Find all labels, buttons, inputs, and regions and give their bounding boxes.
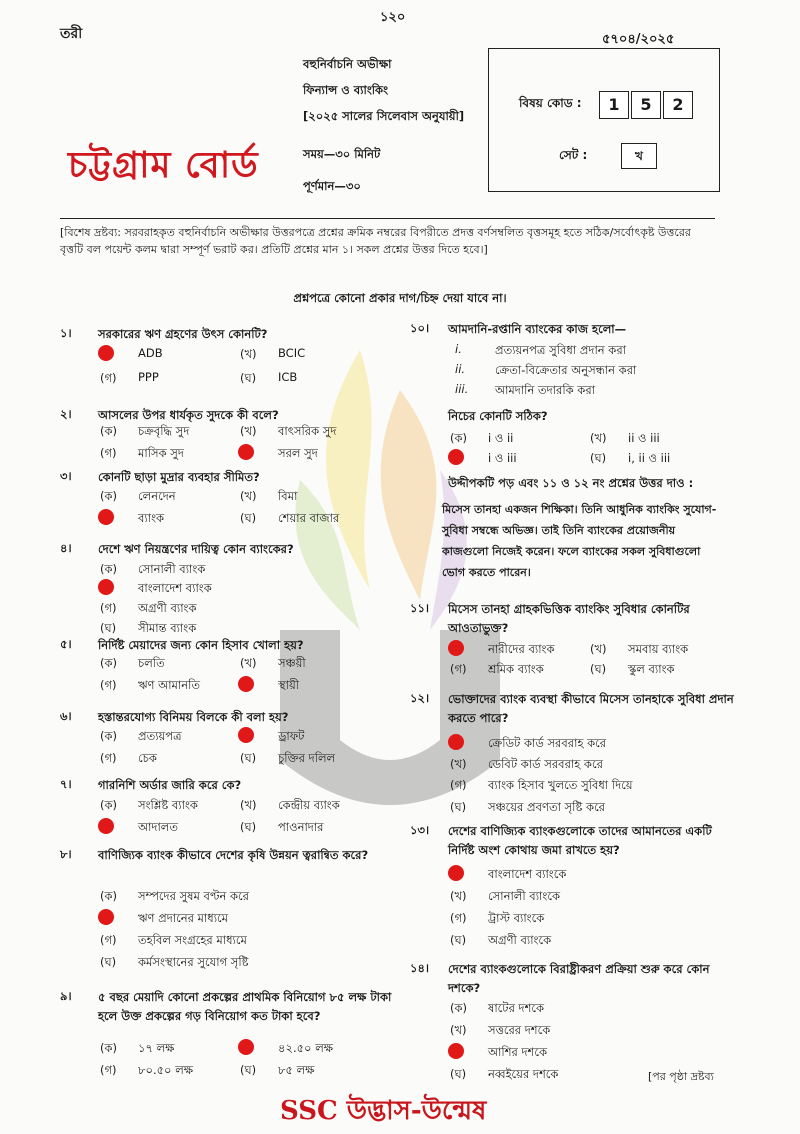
question-text: কোনটি ছাড়া মুদ্রার ব্যবহার সীমিত? bbox=[98, 470, 260, 484]
sub-question: নিচের কোনটি সঠিক? bbox=[448, 409, 548, 423]
reference-number: ৫৭০৪/২০২৫ bbox=[602, 32, 675, 47]
option-text: i ও iii bbox=[488, 451, 517, 465]
option-text: আশির দশকে bbox=[488, 1045, 548, 1059]
question-number: ৬। bbox=[60, 709, 72, 723]
option-label: (গ) bbox=[100, 446, 117, 460]
option-label: (ক) bbox=[100, 424, 118, 438]
question-text: হস্তান্তরযোগ্য বিনিময় বিলকে কী বলা হয়? bbox=[98, 710, 289, 724]
option-text: শ্রমিক ব্যাংক bbox=[488, 662, 544, 676]
header-divider bbox=[60, 218, 715, 219]
option-label: (গ) bbox=[100, 678, 117, 692]
answer-marker bbox=[448, 449, 464, 465]
option-text: তহবিল সংগ্রহের মাধ্যমে bbox=[138, 933, 247, 947]
subject-code-label: বিষয় কোড : bbox=[519, 96, 582, 110]
question-number: ১১। bbox=[410, 601, 430, 615]
option-label: (গ) bbox=[450, 911, 467, 925]
option-label: (খ) bbox=[240, 798, 257, 812]
question-number: ১৪। bbox=[410, 961, 430, 975]
option-label: (ঘ) bbox=[240, 511, 257, 525]
answer-marker bbox=[238, 727, 254, 743]
option-label: (খ) bbox=[240, 347, 257, 361]
subject-code-box bbox=[488, 48, 720, 192]
option-label: (ক) bbox=[100, 489, 118, 503]
option-text: চক্রবৃদ্ধি সুদ bbox=[138, 424, 190, 438]
option-label: (গ) bbox=[450, 662, 467, 676]
question-text: আসলের উপর ধার্যকৃত সুদকে কী বলে? bbox=[98, 408, 279, 422]
option-text: ষাটের দশকে bbox=[488, 1001, 545, 1015]
exam-type: বহুনির্বাচনি অভীক্ষা bbox=[303, 57, 392, 71]
code-digit: 5 bbox=[631, 91, 661, 119]
option-text: ii ও iii bbox=[628, 431, 660, 445]
answer-marker bbox=[98, 579, 114, 595]
option-label: (ক) bbox=[100, 798, 118, 812]
option-label: (ক) bbox=[100, 1041, 118, 1055]
set-label: সেট : bbox=[559, 148, 588, 162]
option-label: (খ) bbox=[450, 1023, 467, 1037]
option-text: সীমান্ত ব্যাংক bbox=[138, 621, 197, 635]
option-text: ঋণ প্রদানের মাধ্যমে bbox=[138, 911, 229, 925]
subject-name: ফিন্যান্স ও ব্যাংকিং bbox=[303, 83, 389, 97]
option-text: চেক bbox=[138, 751, 157, 765]
option-label: (গ) bbox=[100, 933, 117, 947]
question-number: ১০। bbox=[410, 321, 430, 335]
footer-brand: SSC উদ্ভাস-উন্মেষ bbox=[280, 1096, 487, 1126]
syllabus-note: [২০২৫ সালের সিলেবাস অনুযায়ী] bbox=[303, 109, 465, 123]
instruction-note: [বিশেষ দ্রষ্টব্য: সরবরাহকৃত বহুনির্বাচনি অভীক্ষার উত্তরপত্রে প্রশ্নের ক্রমিক নম্বরের বিপরীতে প্রদত্ত বর্ণসম্বলিত বৃত্তসমূহ হতে সঠিক/সর্বোৎকৃষ্ট উত্তরের বৃত্তটি বল পয়েন্ট কলম দ্বারা সম্পূর্ণ ভরাট কর। প্রতিটি প্রশ্নের মান ১। সকল প্রশ্নের উত্তর দিতে হবে।] bbox=[60, 226, 691, 256]
option-text: ১৭ লক্ষ bbox=[138, 1041, 175, 1055]
statement-label: iii. bbox=[455, 382, 469, 396]
option-text: কেন্দ্রীয় ব্যাংক bbox=[278, 798, 340, 812]
question-text: আমদানি-রপ্তানি ব্যাংকের কাজ হলো— bbox=[448, 322, 627, 336]
answer-marker bbox=[238, 1039, 254, 1055]
option-label: (ঘ) bbox=[240, 371, 257, 385]
option-label: (ক) bbox=[450, 1001, 468, 1015]
option-text: ট্রাস্ট ব্যাংকে bbox=[488, 911, 545, 925]
question-text: ৫ বছর মেয়াদি কোনো প্রকল্পের প্রাথমিক বিনিয়োগ ৮৫ লক্ষ টাকা হলে উক্ত প্রকল্পের গড় বিনিয়োগ কত টাকা হবে? bbox=[98, 990, 392, 1023]
answer-marker bbox=[448, 734, 464, 750]
answer-marker bbox=[98, 909, 114, 925]
page-number: ১২০ bbox=[380, 10, 406, 25]
option-text: ডেবিট কার্ড সরবরাহ করে bbox=[488, 757, 603, 771]
option-text: কর্মসংস্থানের সুযোগ সৃষ্টি bbox=[138, 955, 249, 969]
option-text: ব্যাংক bbox=[138, 511, 165, 525]
statement-label: i. bbox=[455, 342, 462, 356]
option-text: i ও ii bbox=[488, 431, 514, 445]
option-label: (ঘ) bbox=[450, 800, 467, 814]
question-text: দেশের বাণিজ্যিক ব্যাংকগুলোকে তাদের আমানতের একটি নির্দিষ্ট অংশ কোথায় জমা রাখতে হয়? bbox=[448, 824, 712, 857]
option-label: (গ) bbox=[100, 371, 117, 385]
question-number: ৩। bbox=[60, 469, 72, 483]
question-number: ১২। bbox=[410, 691, 430, 705]
option-text: i, ii ও iii bbox=[628, 451, 671, 465]
option-text: নারীদের ব্যাংক bbox=[488, 642, 555, 656]
option-text: বাংলাদেশ ব্যাংকে bbox=[488, 867, 567, 881]
stimulus-text: মিসেস তানহা একজন শিক্ষিকা। তিনি আধুনিক ব্যাংকিং সুযোগ-সুবিধা সম্বন্ধে অভিজ্ঞ। তাই তিনি ব্যাংকের প্রয়োজনীয় কাজগুলো নিজেই করেন। ফলে ব্যাংকের সকল সুবিধাগুলো ভোগ করতে পারেন। bbox=[442, 503, 717, 579]
option-label: (খ) bbox=[240, 489, 257, 503]
set-value: খ bbox=[621, 143, 657, 169]
answer-marker bbox=[238, 676, 254, 692]
option-text: ঋণ আমানতি bbox=[138, 678, 201, 692]
question-text: বাণিজ্যিক ব্যাংক কীভাবে দেশের কৃষি উন্নয়ন ত্বরান্বিত করে? bbox=[98, 848, 369, 862]
question-number: ৪। bbox=[60, 541, 72, 555]
answer-marker bbox=[98, 818, 114, 834]
question-number: ৯। bbox=[60, 989, 72, 1003]
question-text: উদ্দীপকটি পড় এবং ১১ ও ১২ নং প্রশ্নের উত্তর দাও : bbox=[448, 476, 694, 490]
question-number: ১৩। bbox=[410, 823, 430, 837]
header-left-label: তরী bbox=[60, 26, 83, 42]
option-label: (খ) bbox=[240, 656, 257, 670]
option-label: (খ) bbox=[450, 757, 467, 771]
answer-marker bbox=[98, 509, 114, 525]
option-label: (ঘ) bbox=[590, 662, 607, 676]
option-label: (ঘ) bbox=[100, 621, 117, 635]
question-number: ৮। bbox=[60, 847, 72, 861]
option-text: শেয়ার বাজার bbox=[278, 511, 340, 525]
option-text: সত্তরের দশকে bbox=[488, 1023, 551, 1037]
option-text: ড্রাফট bbox=[278, 729, 305, 743]
question-number: ১। bbox=[60, 326, 72, 340]
option-text: চুক্তির দলিল bbox=[278, 751, 336, 765]
option-label: (ঘ) bbox=[240, 751, 257, 765]
option-label: (খ) bbox=[450, 889, 467, 903]
option-label: (ক) bbox=[100, 562, 118, 576]
option-text: স্থায়ী bbox=[278, 678, 300, 692]
option-text: অগ্রণী ব্যাংকে bbox=[488, 933, 552, 947]
option-label: (ঘ) bbox=[450, 1067, 467, 1081]
option-label: (খ) bbox=[590, 642, 607, 656]
statement-text: আমদানি তদারকি করা bbox=[495, 383, 596, 397]
option-text: বাংলাদেশ ব্যাংক bbox=[138, 581, 212, 595]
question-text: দেশের ব্যাংকগুলোকে বিরাষ্ট্রীকরণ প্রক্রিয়া শুরু করে কোন দশকে? bbox=[448, 962, 710, 995]
option-text: ICB bbox=[278, 370, 298, 384]
option-text: PPP bbox=[138, 370, 159, 384]
question-text: ভোক্তাদের ব্যাংক ব্যবস্থা কীভাবে মিসেস তানহাকে সুবিধা প্রদান করতে পারে? bbox=[448, 692, 734, 725]
option-text: সরল সুদ bbox=[278, 446, 318, 460]
question-text: নির্দিষ্ট মেয়াদের জন্য কোন হিসাব খোলা হয়? bbox=[98, 638, 304, 652]
option-text: বাৎসরিক সুদ bbox=[278, 424, 337, 438]
statement-label: ii. bbox=[455, 362, 466, 376]
code-digit: 2 bbox=[663, 91, 693, 119]
option-text: ৪২.৫০ লক্ষ bbox=[278, 1041, 334, 1055]
option-label: (ক) bbox=[100, 729, 118, 743]
option-label: (গ) bbox=[100, 601, 117, 615]
question-number: ৭। bbox=[60, 777, 72, 791]
option-text: সমবায় ব্যাংক bbox=[628, 642, 689, 656]
option-text: আদালত bbox=[138, 820, 178, 834]
answer-marker bbox=[448, 1043, 464, 1059]
option-text: লেনদেন bbox=[138, 489, 176, 503]
option-text: মাসিক সুদ bbox=[138, 446, 184, 460]
question-text: সরকারের ঋণ গ্রহণের উৎস কোনটি? bbox=[98, 327, 268, 341]
option-label: (ঘ) bbox=[240, 820, 257, 834]
warning-note: প্রশ্নপত্রে কোনো প্রকার দাগ/চিহ্ন দেয়া যাবে না। bbox=[293, 291, 507, 305]
answer-marker bbox=[448, 865, 464, 881]
option-text: নব্বইয়ের দশকে bbox=[488, 1067, 559, 1081]
question-text: দেশে ঋণ নিয়ন্ত্রণের দায়িত্ব কোন ব্যাংকের? bbox=[98, 542, 294, 556]
option-text: সম্পদের সুষম বণ্টন করে bbox=[138, 889, 249, 903]
option-text: সঞ্চয়ের প্রবণতা সৃষ্টি করে bbox=[488, 800, 606, 814]
answer-marker bbox=[448, 640, 464, 656]
option-text: চলতি bbox=[138, 656, 165, 670]
option-text: বিমা bbox=[278, 489, 298, 503]
option-label: (খ) bbox=[590, 431, 607, 445]
option-label: (গ) bbox=[100, 1063, 117, 1077]
board-title: চট্টগ্রাম বোর্ড bbox=[68, 144, 259, 186]
option-text: ক্রেডিট কার্ড সরবরাহ করে bbox=[488, 736, 607, 750]
option-text: অগ্রণী ব্যাংক bbox=[138, 601, 197, 615]
answer-marker bbox=[98, 345, 114, 361]
option-text: স্কুল ব্যাংক bbox=[628, 662, 675, 676]
option-label: (খ) bbox=[240, 424, 257, 438]
question-text: গারনিশি অর্ডার জারি করে কে? bbox=[98, 778, 242, 792]
question-text: মিসেস তানহা গ্রাহকভিত্তিক ব্যাংকিং সুবিধার কোনটির আওতাভুক্ত? bbox=[448, 602, 690, 635]
option-label: (ঘ) bbox=[100, 955, 117, 969]
full-marks: পূর্ণমান—৩০ bbox=[303, 179, 361, 193]
option-label: (ঘ) bbox=[240, 1063, 257, 1077]
question-number: ২। bbox=[60, 407, 72, 421]
option-label: (ঘ) bbox=[450, 933, 467, 947]
option-text: পাওনাদার bbox=[278, 820, 324, 834]
option-label: (ক) bbox=[100, 656, 118, 670]
option-text: ব্যাংক হিসাব খুলতে সুবিধা দিয়ে bbox=[488, 778, 633, 792]
option-text: সোনালী ব্যাংকে bbox=[488, 889, 560, 903]
option-text: সোনালী ব্যাংক bbox=[138, 562, 206, 576]
statement-text: প্রত্যয়নপত্র সুবিধা প্রদান করা bbox=[495, 343, 627, 357]
option-label: (ঘ) bbox=[590, 451, 607, 465]
option-label: (ক) bbox=[100, 889, 118, 903]
page-turn-note: [পর পৃষ্ঠা দ্রষ্টব্য bbox=[648, 1070, 714, 1083]
option-text: ৮০.৫০ লক্ষ bbox=[138, 1063, 194, 1077]
option-label: (গ) bbox=[100, 751, 117, 765]
option-text: প্রত্যয়পত্র bbox=[138, 729, 182, 743]
option-label: (ক) bbox=[450, 431, 468, 445]
code-digit: 1 bbox=[599, 91, 629, 119]
option-text: সংশ্লিষ্ট ব্যাংক bbox=[138, 798, 198, 812]
option-text: সঞ্চয়ী bbox=[278, 656, 306, 670]
question-number: ৫। bbox=[60, 637, 72, 651]
exam-time: সময়—৩০ মিনিট bbox=[303, 147, 381, 161]
option-label: (গ) bbox=[450, 778, 467, 792]
statement-text: ক্রেতা-বিক্রেতার অনুসন্ধান করা bbox=[495, 363, 637, 377]
option-text: ADB bbox=[138, 346, 163, 360]
answer-marker bbox=[238, 444, 254, 460]
option-text: ৮৫ লক্ষ bbox=[278, 1063, 315, 1077]
option-text: BCIC bbox=[278, 346, 306, 360]
